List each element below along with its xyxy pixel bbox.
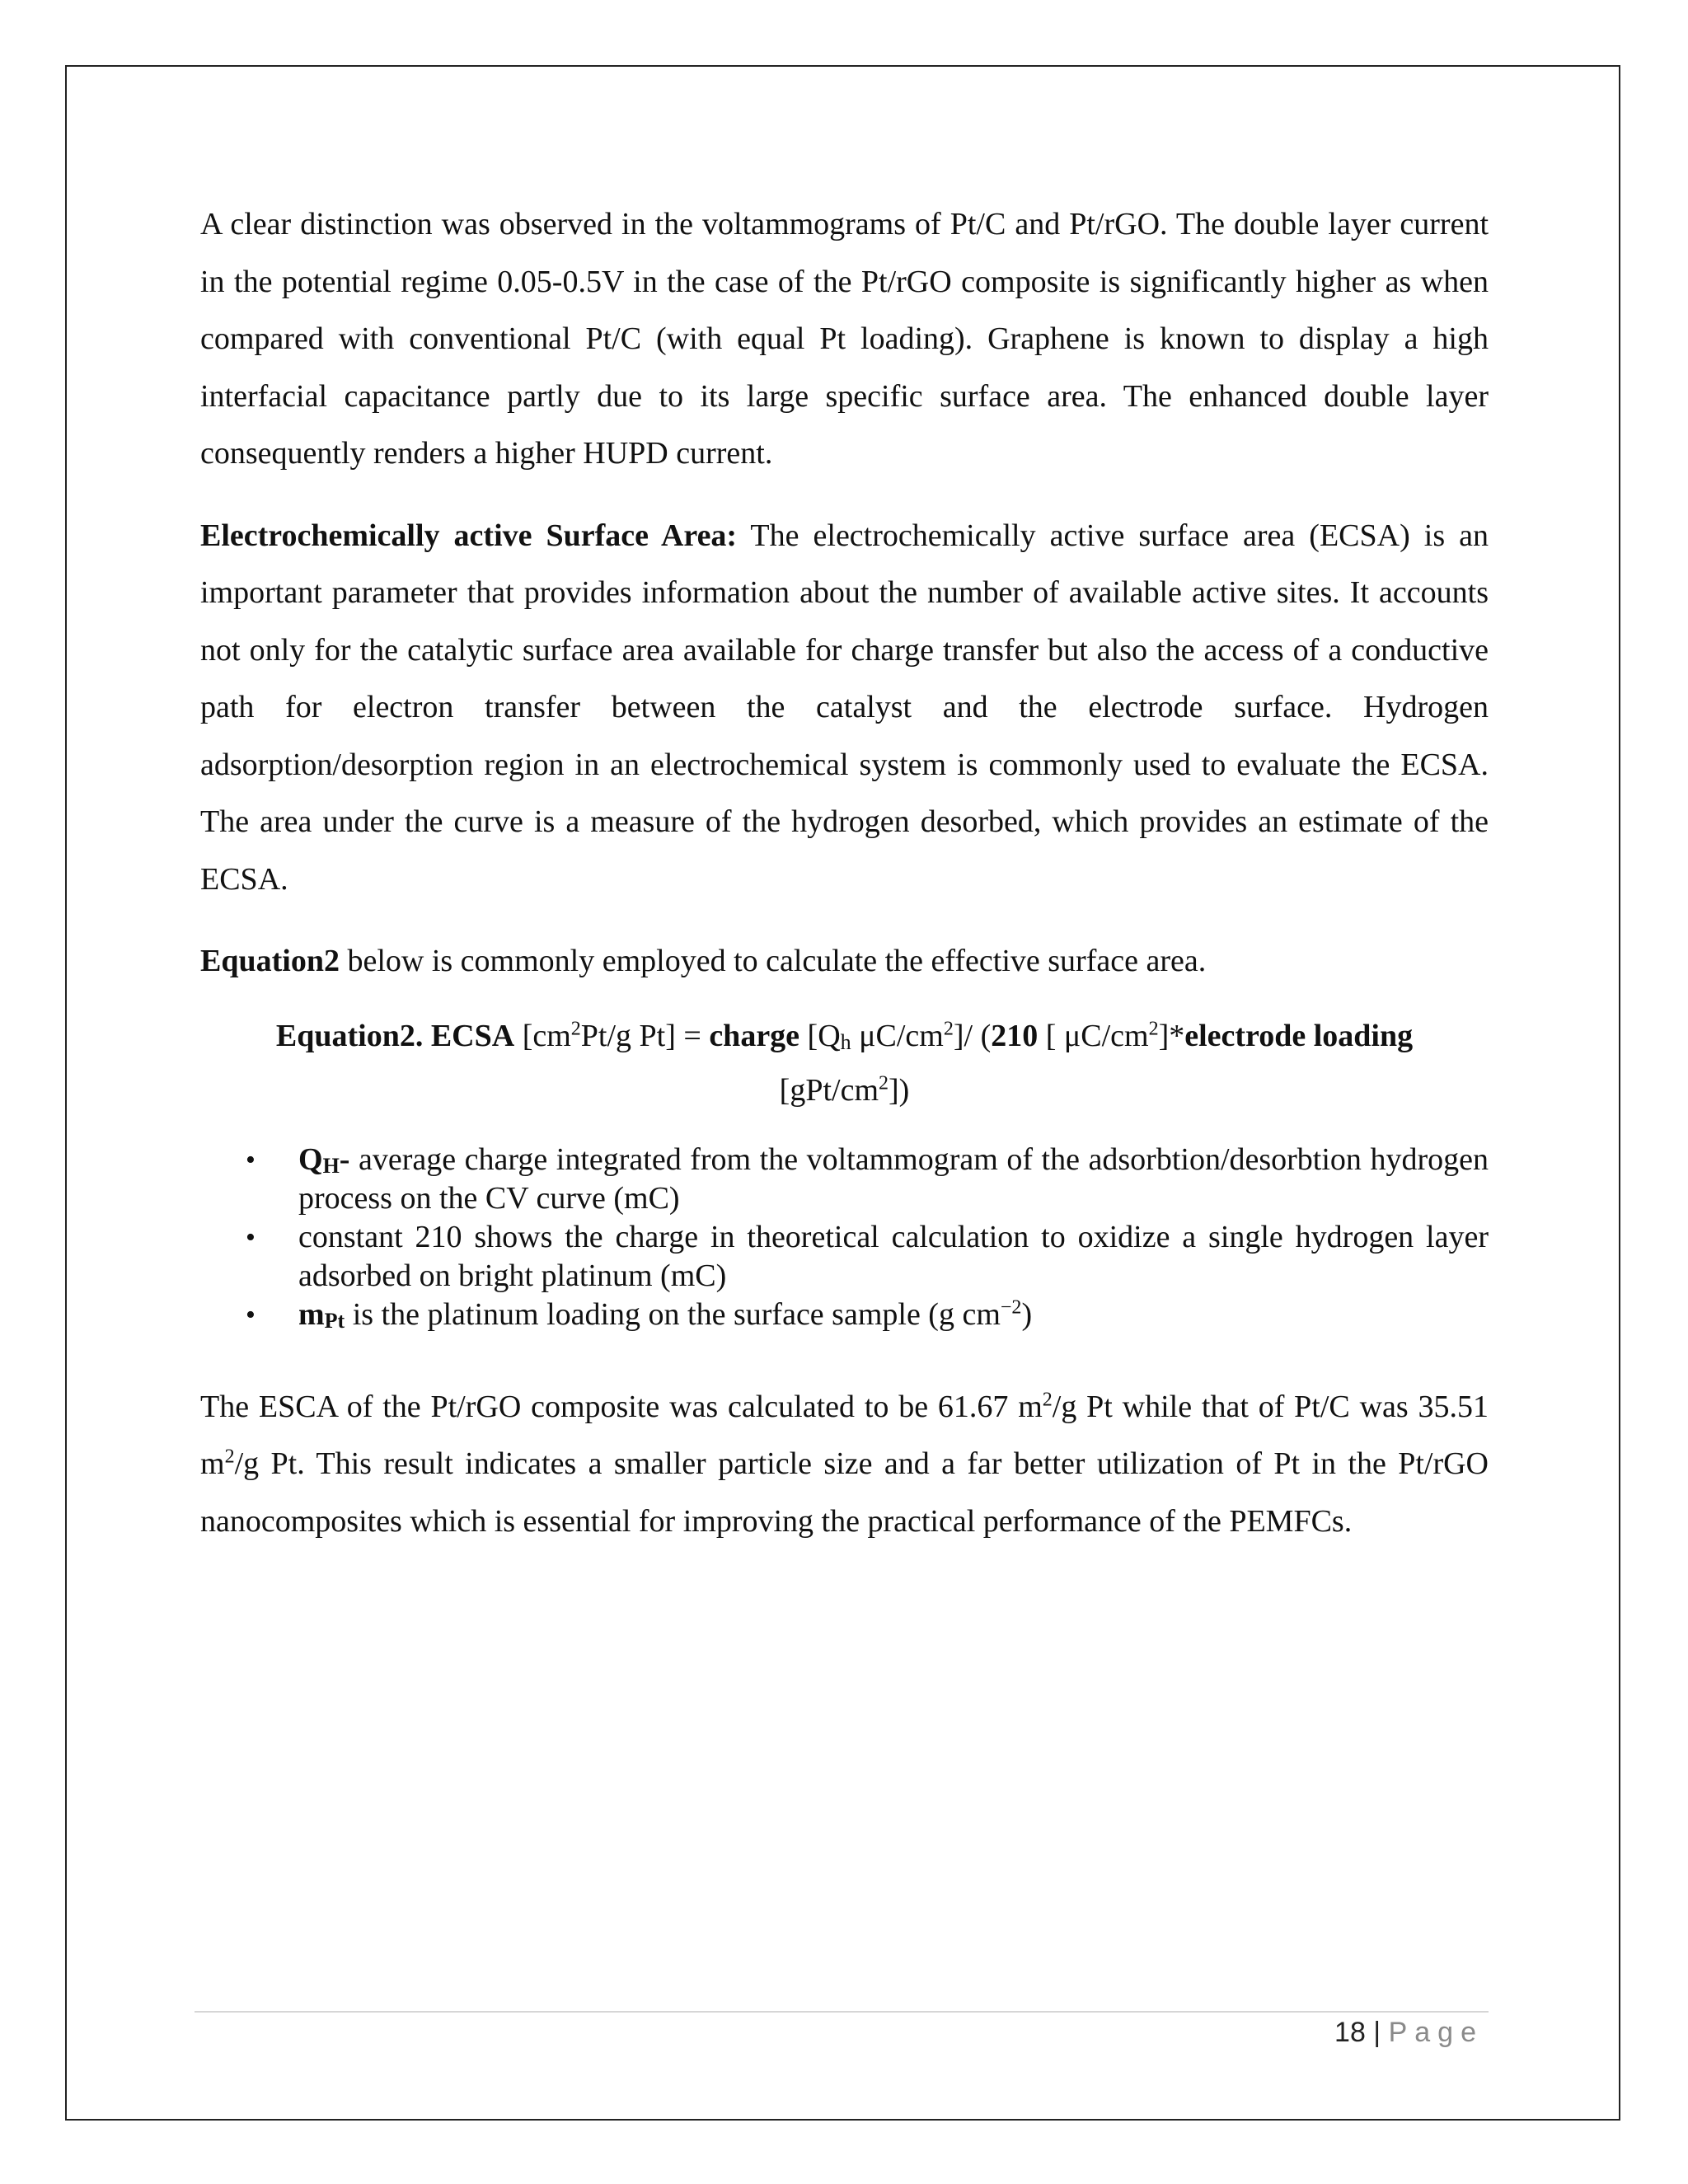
- equation-block: [200, 1009, 1489, 1118]
- paragraph-ecsa: [200, 508, 1489, 909]
- bullet-icon: •: [246, 1144, 256, 1175]
- bullet-icon: •: [246, 1221, 256, 1253]
- eq-sup: 2: [943, 1017, 954, 1039]
- eq-text: ]/ (: [953, 1018, 992, 1053]
- equation-intro-body: below is commonly employed to calculate the effective surface area.: [339, 944, 1207, 978]
- eq-charge: charge: [709, 1018, 800, 1053]
- bullet-icon: •: [246, 1299, 256, 1330]
- eq-constant: 210: [991, 1018, 1039, 1053]
- eq-text: [Q: [799, 1018, 841, 1053]
- symbol-m: m: [298, 1296, 325, 1332]
- paragraph-equation-intro: [200, 933, 1489, 991]
- paragraph-voltammograms: A clear distinction was observed in the voltammograms of Pt/C and Pt/rGO. The double layer current in the potential regime 0.05-0.5V in the case of the Pt/rGO composite is significantly higher as when compared with conventional Pt/C (with equal Pt loading). Graphene is known to display a high interfacial capacitance partly due to its large specific surface area. The enhanced double layer consequently renders a higher HUPD current.: [200, 207, 1489, 471]
- list-item-text: ): [1021, 1296, 1033, 1332]
- eq-text: [ μC/cm: [1038, 1018, 1149, 1053]
- symbol-dash: -: [339, 1141, 350, 1177]
- equation-ref: Equation2: [200, 944, 340, 978]
- list-item: [200, 1218, 1489, 1296]
- eq-text: μC/cm: [851, 1018, 944, 1053]
- page-footer: [1334, 2017, 1484, 2049]
- symbol-sub: Pt: [324, 1308, 345, 1333]
- paragraph-conclusion: [200, 1379, 1489, 1551]
- symbol-sub: H: [322, 1153, 340, 1178]
- list-item-text: constant 210 shows the charge in theoretical calculation to oxidize a single hydrogen layer adsorbed on bright platinum (mC): [298, 1219, 1489, 1293]
- eq-text: [gPt/cm: [779, 1072, 879, 1108]
- footer-divider: [195, 2011, 1489, 2013]
- eq-sup: 2: [570, 1017, 581, 1039]
- symbol-q: Q: [298, 1141, 323, 1177]
- eq-text: ]): [889, 1072, 910, 1108]
- conclusion-sup: 2: [224, 1446, 235, 1468]
- eq-text: [cm: [514, 1018, 571, 1053]
- conclusion-sup: 2: [1042, 1388, 1053, 1410]
- equation-label: Equation2. ECSA: [275, 1018, 515, 1053]
- eq-sup: 2: [879, 1071, 889, 1094]
- unit-sup: −2: [1000, 1296, 1022, 1318]
- ecsa-heading: Electrochemically active Surface Area:: [200, 518, 738, 553]
- conclusion-text: The ESCA of the Pt/rGO composite was calculated to be 61.67 m: [200, 1389, 1043, 1424]
- footer-separator: |: [1365, 2017, 1389, 2048]
- definitions-list: [200, 1141, 1489, 1334]
- page-number: 18: [1334, 2017, 1366, 2048]
- page-label: Page: [1388, 2017, 1484, 2048]
- eq-text: Pt/g Pt] =: [580, 1018, 710, 1053]
- eq-text: ]*: [1158, 1018, 1185, 1053]
- conclusion-text: /g Pt while that of Pt/C was 35.51 m: [200, 1389, 1489, 1481]
- eq-sub: h: [840, 1029, 851, 1054]
- page-content: [200, 196, 1489, 1550]
- eq-sup: 2: [1148, 1017, 1159, 1039]
- conclusion-text: /g Pt. This result indicates a smaller particle size and a far better utilization of Pt in the Pt/rGO nanocomposites which is essential for improving the practical performance of the PEMFCs.: [200, 1446, 1489, 1539]
- list-item-text: average charge integrated from the voltammogram of the adsorbtion/desorbtion hydrogen process on the CV curve (mC): [298, 1141, 1489, 1216]
- eq-loading: electrode loading: [1184, 1018, 1414, 1053]
- list-item: [200, 1296, 1489, 1334]
- list-item: [200, 1141, 1489, 1218]
- ecsa-body: The electrochemically active surface area (ECSA) is an important parameter that provides information about the number of available active sites. It accounts not only for the catalytic surface area available for charge transfer but also the access of a conductive path for electron transfer between the catalyst and the electrode surface. Hydrogen adsorption/desorption region in an electrochemical system is commonly used to evaluate the ECSA. The area under the curve is a measure of the hydrogen desorbed, which provides an estimate of the ECSA.: [200, 518, 1489, 897]
- list-item-text: is the platinum loading on the surface sample (g cm: [345, 1296, 1001, 1332]
